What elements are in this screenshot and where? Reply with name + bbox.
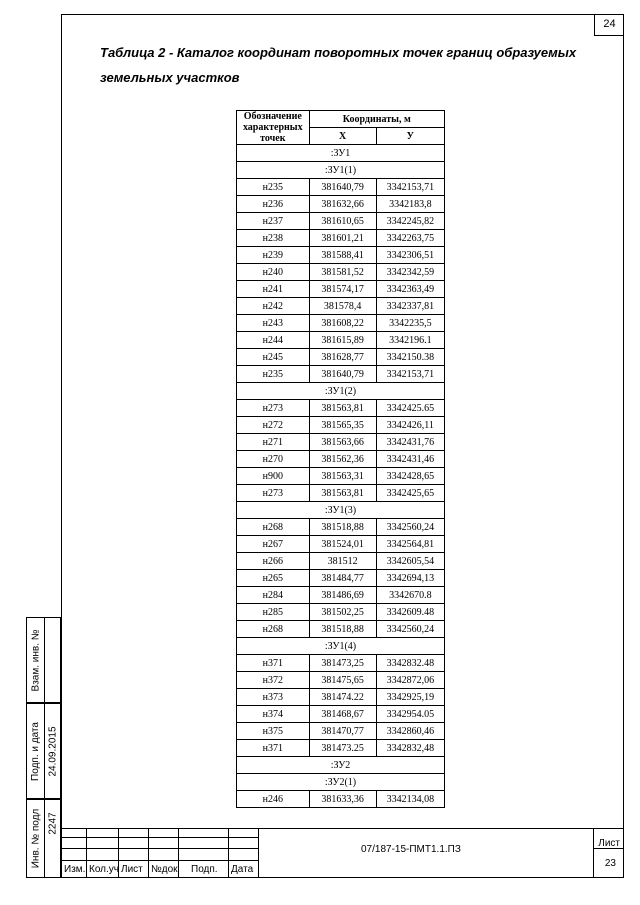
side-podp-data (26, 703, 61, 799)
y-cell: 3342425,65 (376, 485, 444, 502)
x-cell: 381486,69 (309, 587, 376, 604)
table-row (237, 570, 445, 587)
table-row (237, 315, 445, 332)
stamp-kol-uch: Кол.уч (89, 864, 119, 875)
table-row (237, 672, 445, 689)
point-cell: н266 (237, 553, 310, 570)
y-cell: 3342150.38 (376, 349, 444, 366)
table-row (237, 689, 445, 706)
table-row (237, 485, 445, 502)
table-row (237, 366, 445, 383)
table-row (237, 400, 445, 417)
x-cell: 381628,77 (309, 349, 376, 366)
table-row (237, 468, 445, 485)
y-cell: 3342832.48 (376, 655, 444, 672)
point-cell: н284 (237, 587, 310, 604)
side-inv-zam-label: Взам. инв. № (30, 629, 42, 691)
y-cell: 3342605,54 (376, 553, 444, 570)
x-cell: 381563,66 (309, 434, 376, 451)
point-cell: н900 (237, 468, 310, 485)
table-row (237, 451, 445, 468)
table-row (237, 179, 445, 196)
section-row (237, 145, 445, 162)
section-row (237, 638, 445, 655)
table-row (237, 536, 445, 553)
table-row (237, 213, 445, 230)
point-cell: н372 (237, 672, 310, 689)
section-label: :ЗУ1(2) (237, 383, 445, 400)
y-cell: 3342153,71 (376, 366, 444, 383)
point-cell: н246 (237, 791, 310, 808)
y-cell: 3342954.05 (376, 706, 444, 723)
table-row (237, 264, 445, 281)
y-cell: 3342609.48 (376, 604, 444, 621)
point-cell: н242 (237, 298, 310, 315)
section-label: :ЗУ2 (237, 757, 445, 774)
point-cell: н371 (237, 740, 310, 757)
y-cell: 3342134,08 (376, 791, 444, 808)
table-row (237, 553, 445, 570)
point-cell: н237 (237, 213, 310, 230)
table-row (237, 621, 445, 638)
y-cell: 3342425.65 (376, 400, 444, 417)
section-label: :ЗУ1(1) (237, 162, 445, 179)
header-coords: Координаты, м (309, 111, 444, 128)
point-cell: н273 (237, 485, 310, 502)
point-cell: н271 (237, 434, 310, 451)
x-cell: 381518,88 (309, 519, 376, 536)
point-cell: н239 (237, 247, 310, 264)
y-cell: 3342431,46 (376, 451, 444, 468)
y-cell: 3342925,19 (376, 689, 444, 706)
x-cell: 381562,36 (309, 451, 376, 468)
x-cell: 381563,81 (309, 485, 376, 502)
header-x: Х (309, 128, 376, 145)
x-cell: 381524,01 (309, 536, 376, 553)
y-cell: 3342428,65 (376, 468, 444, 485)
x-cell: 381578,4 (309, 298, 376, 315)
table-row (237, 332, 445, 349)
table-row (237, 519, 445, 536)
side-inv-zam (26, 617, 61, 703)
section-label: :ЗУ1 (237, 145, 445, 162)
table-title: Таблица 2 - Каталог координат поворотных точек границ образуемых земельных участков (100, 45, 577, 85)
table-row (237, 791, 445, 808)
point-cell: н268 (237, 621, 310, 638)
point-cell: н272 (237, 417, 310, 434)
point-cell: н236 (237, 196, 310, 213)
point-cell: н375 (237, 723, 310, 740)
y-cell: 3342872,06 (376, 672, 444, 689)
sheet-label: Лист (598, 838, 620, 849)
point-cell: н265 (237, 570, 310, 587)
x-cell: 381563,31 (309, 468, 376, 485)
point-cell: н245 (237, 349, 310, 366)
point-cell: н240 (237, 264, 310, 281)
y-cell: 3342263,75 (376, 230, 444, 247)
stamp-podp: Подп. (191, 864, 218, 875)
title-block (61, 828, 624, 878)
point-cell: н270 (237, 451, 310, 468)
y-cell: 3342560,24 (376, 519, 444, 536)
side-inv-podl (26, 799, 61, 878)
x-cell: 381470,77 (309, 723, 376, 740)
point-cell: н241 (237, 281, 310, 298)
table-row (237, 230, 445, 247)
stamp-ndok: №док (151, 864, 178, 875)
table-row (237, 706, 445, 723)
y-cell: 3342363,49 (376, 281, 444, 298)
section-label: :ЗУ2(1) (237, 774, 445, 791)
document-code: 07/187-15-ПМТ1.1.ПЗ (361, 844, 461, 855)
side-inv-podl-label: Инв. № подл (30, 808, 42, 869)
point-cell: н238 (237, 230, 310, 247)
y-cell: 3342832,48 (376, 740, 444, 757)
table-row (237, 587, 445, 604)
side-podp-data-value: 24.09.2015 (48, 725, 59, 777)
y-cell: 3342694,13 (376, 570, 444, 587)
point-cell: н371 (237, 655, 310, 672)
point-cell: н244 (237, 332, 310, 349)
table-row (237, 655, 445, 672)
x-cell: 381601,21 (309, 230, 376, 247)
page-number-top: 24 (594, 14, 624, 36)
point-cell: н235 (237, 179, 310, 196)
x-cell: 381632,66 (309, 196, 376, 213)
point-cell: н374 (237, 706, 310, 723)
header-y: У (376, 128, 444, 145)
x-cell: 381512 (309, 553, 376, 570)
y-cell: 3342860,46 (376, 723, 444, 740)
table-row (237, 281, 445, 298)
table-row (237, 740, 445, 757)
point-cell: н273 (237, 400, 310, 417)
x-cell: 381475,65 (309, 672, 376, 689)
x-cell: 381565,35 (309, 417, 376, 434)
x-cell: 381474.22 (309, 689, 376, 706)
y-cell: 3342426,11 (376, 417, 444, 434)
section-row (237, 502, 445, 519)
table-row (237, 349, 445, 366)
stamp-list: Лист (121, 864, 143, 875)
section-row (237, 774, 445, 791)
y-cell: 3342235,5 (376, 315, 444, 332)
x-cell: 381581,52 (309, 264, 376, 281)
x-cell: 381640,79 (309, 179, 376, 196)
x-cell: 381468,67 (309, 706, 376, 723)
section-label: :ЗУ1(4) (237, 638, 445, 655)
x-cell: 381502,25 (309, 604, 376, 621)
point-cell: н243 (237, 315, 310, 332)
section-row (237, 162, 445, 179)
y-cell: 3342306,51 (376, 247, 444, 264)
sheet-number: 23 (604, 858, 616, 869)
stamp-izm: Изм. (64, 864, 86, 875)
y-cell: 3342337,81 (376, 298, 444, 315)
y-cell: 3342342,59 (376, 264, 444, 281)
x-cell: 381615,89 (309, 332, 376, 349)
y-cell: 3342245,82 (376, 213, 444, 230)
x-cell: 381563,81 (309, 400, 376, 417)
table-row (237, 434, 445, 451)
table-row (237, 417, 445, 434)
table-row (237, 196, 445, 213)
point-cell: н268 (237, 519, 310, 536)
point-cell: н267 (237, 536, 310, 553)
section-row (237, 383, 445, 400)
table-row (237, 723, 445, 740)
x-cell: 381610,65 (309, 213, 376, 230)
x-cell: 381473.25 (309, 740, 376, 757)
x-cell: 381574,17 (309, 281, 376, 298)
y-cell: 3342431,76 (376, 434, 444, 451)
table-row (237, 247, 445, 264)
y-cell: 3342670.8 (376, 587, 444, 604)
x-cell: 381473,25 (309, 655, 376, 672)
x-cell: 381484,77 (309, 570, 376, 587)
side-podp-data-label: Подп. и дата (30, 721, 41, 781)
x-cell: 381608,22 (309, 315, 376, 332)
point-cell: н235 (237, 366, 310, 383)
table-row (237, 604, 445, 621)
x-cell: 381588,41 (309, 247, 376, 264)
point-cell: н285 (237, 604, 310, 621)
stamp-data: Дата (231, 864, 254, 875)
table-row (237, 298, 445, 315)
coordinates-body (237, 145, 445, 808)
section-label: :ЗУ1(3) (237, 502, 445, 519)
x-cell: 381640,79 (309, 366, 376, 383)
y-cell: 3342183,8 (376, 196, 444, 213)
x-cell: 381518,88 (309, 621, 376, 638)
y-cell: 3342564,81 (376, 536, 444, 553)
y-cell: 3342153,71 (376, 179, 444, 196)
y-cell: 3342196.1 (376, 332, 444, 349)
section-row (237, 757, 445, 774)
point-cell: н373 (237, 689, 310, 706)
y-cell: 3342560,24 (376, 621, 444, 638)
side-inv-podl-value: 2247 (48, 812, 59, 835)
coordinates-table (236, 110, 445, 808)
header-point: Обозначение характерных точек (237, 111, 310, 145)
x-cell: 381633,36 (309, 791, 376, 808)
